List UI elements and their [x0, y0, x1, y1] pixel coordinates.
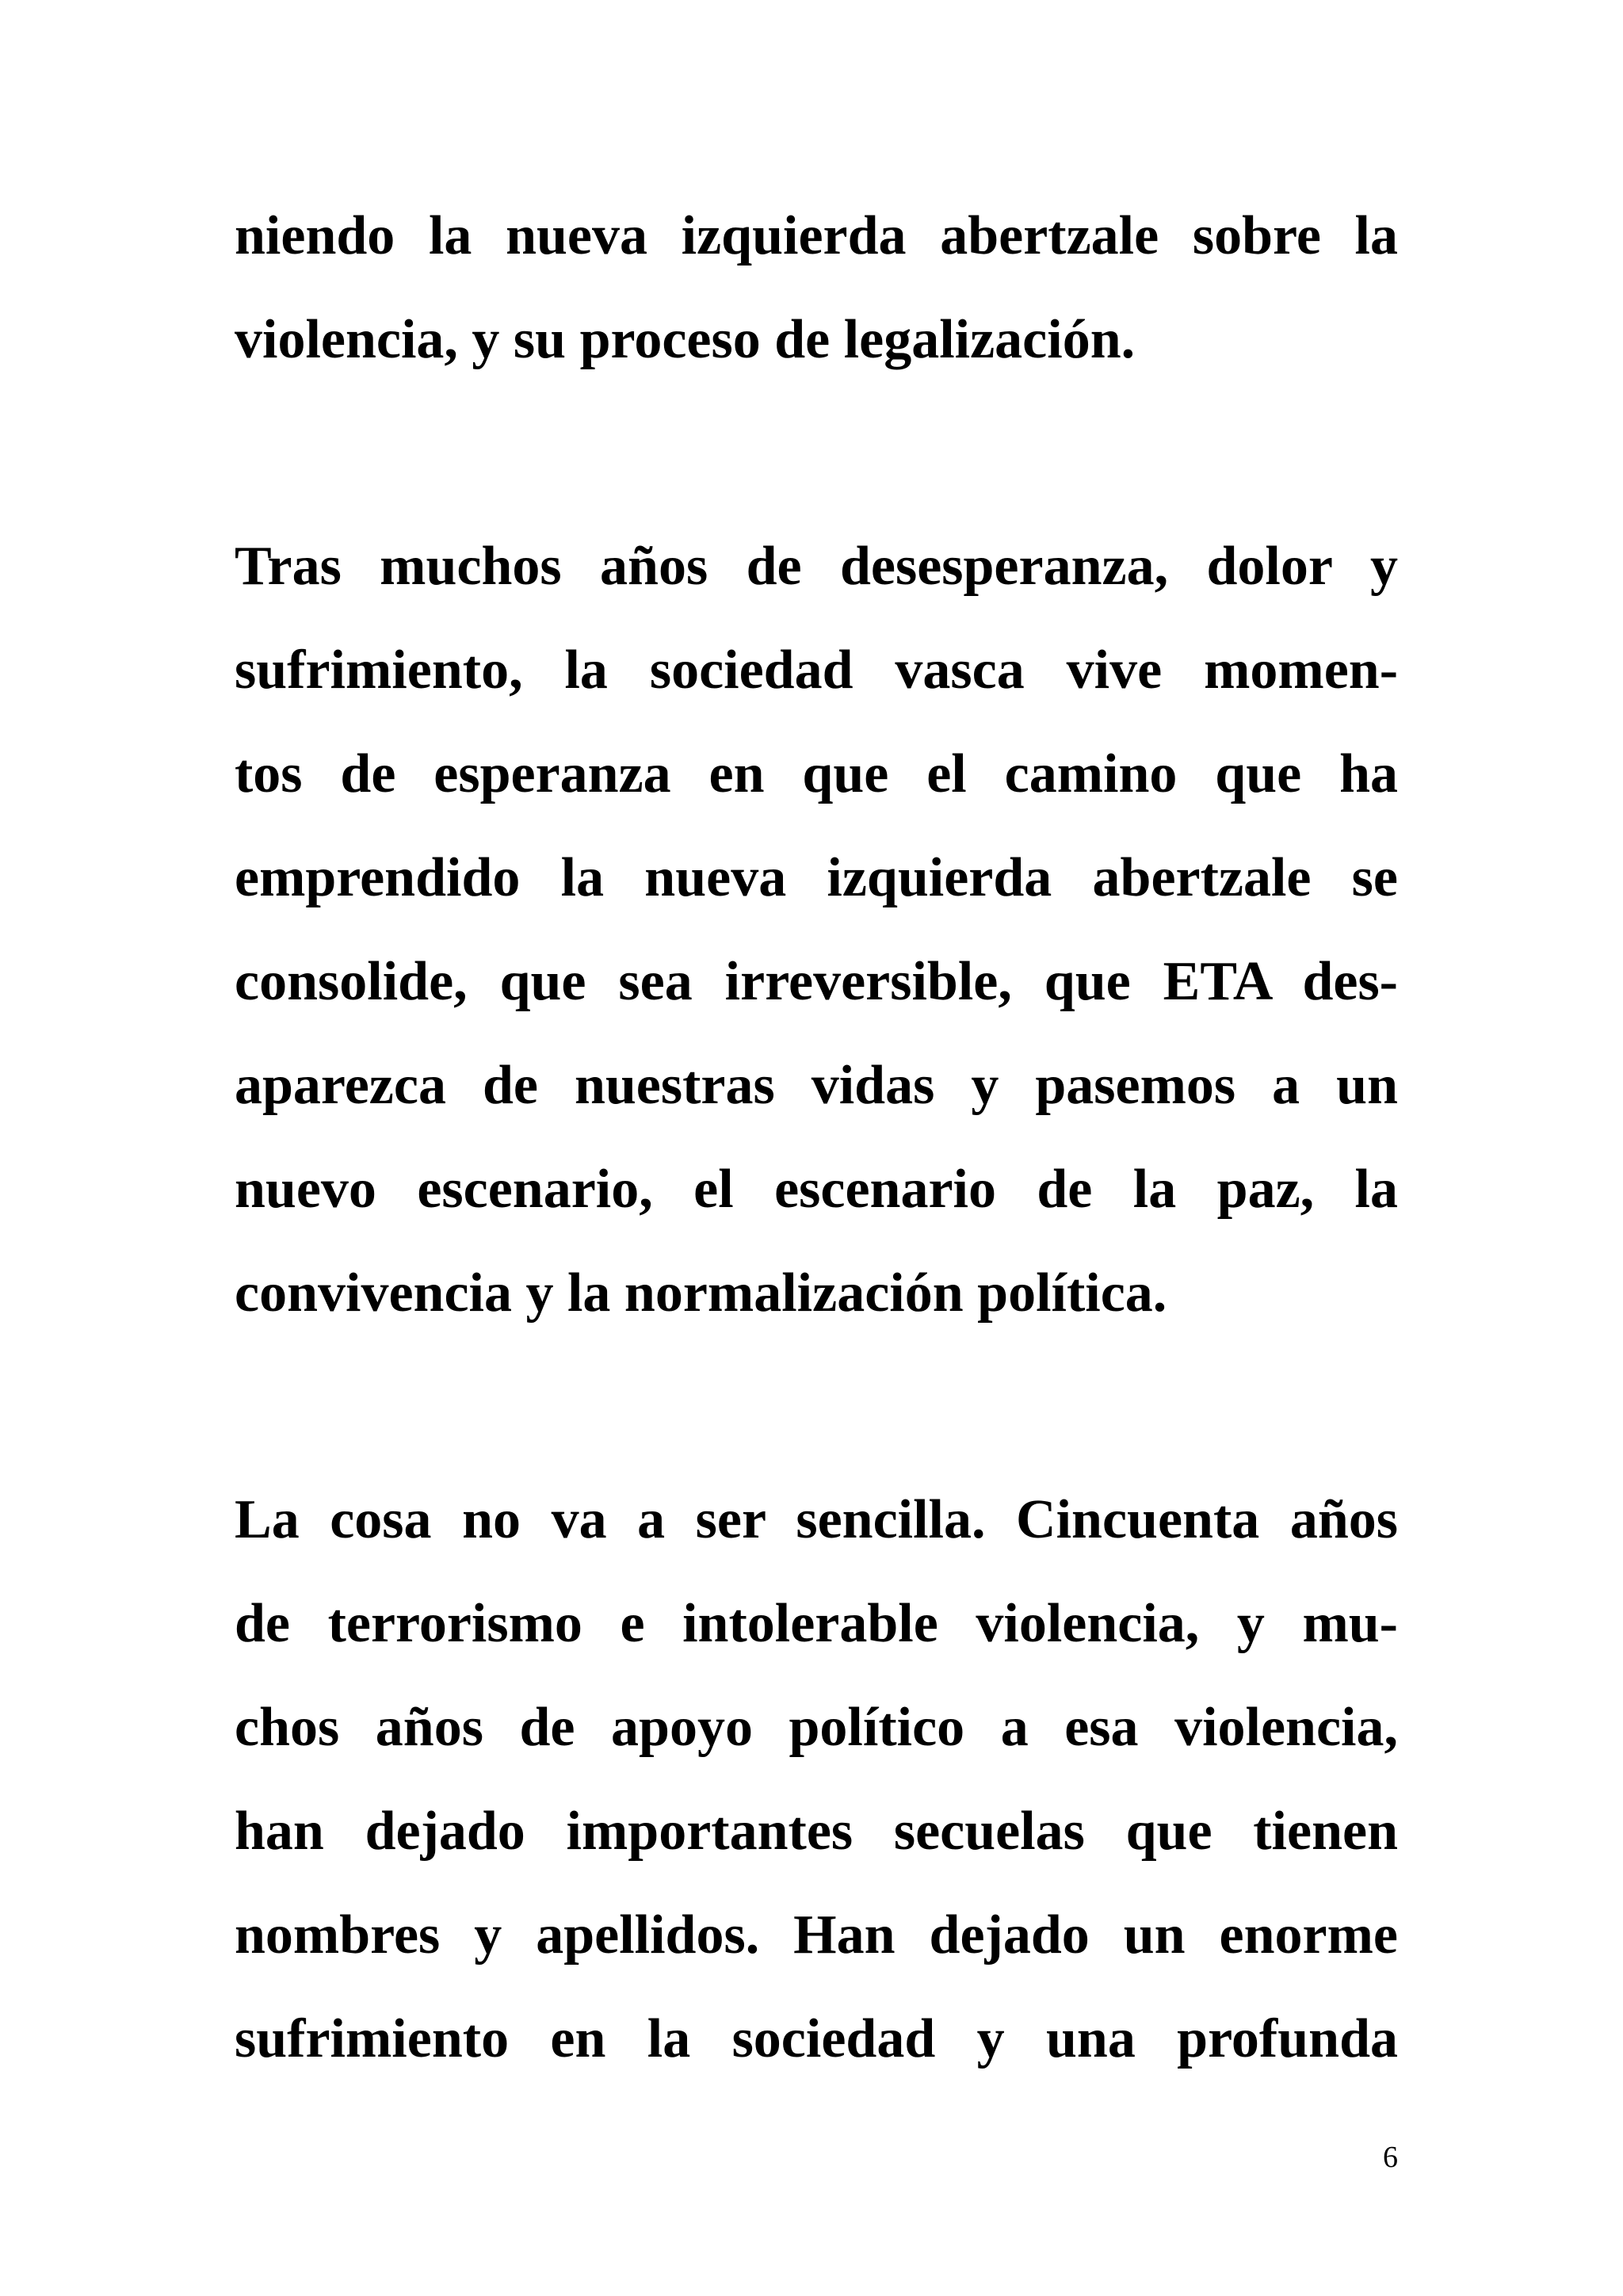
- paragraph-3: [235, 1480, 1398, 2103]
- text-line: de terrorismo e intolerable violencia, y mu-: [235, 1593, 1398, 1654]
- text-line: niendo la nueva izquierda abertzale sobre la: [235, 205, 1398, 266]
- text-line: La cosa no va a ser sencilla. Cincuenta años: [235, 1489, 1398, 1550]
- text-line: chos años de apoyo político a esa violencia,: [235, 1697, 1398, 1758]
- body-text: [235, 197, 1398, 2103]
- text-line: sufrimiento en la sociedad y una profunda: [235, 2008, 1398, 2069]
- text-line: consolide, que sea irreversible, que ETA des-: [235, 951, 1398, 1012]
- text-line: nombres y apellidos. Han dejado un enorme: [235, 1904, 1398, 1966]
- text-line: tos de esperanza en que el camino que ha: [235, 743, 1398, 804]
- text-line: convivencia y la normalización política.: [235, 1263, 1167, 1324]
- text-line: violencia, y su proceso de legalización.: [235, 309, 1136, 370]
- text-line: sufrimiento, la sociedad vasca vive momen-: [235, 640, 1398, 701]
- paragraph-1: [235, 197, 1398, 404]
- text-line: han dejado importantes secuelas que tienen: [235, 1801, 1398, 1862]
- page-number: 6: [1383, 2141, 1398, 2174]
- paragraph-2: [235, 527, 1398, 1358]
- text-line: nuevo escenario, el escenario de la paz, la: [235, 1159, 1398, 1220]
- text-line: emprendido la nueva izquierda abertzale se: [235, 847, 1398, 908]
- text-line: aparezca de nuestras vidas y pasemos a un: [235, 1055, 1398, 1116]
- text-line: Tras muchos años de desesperanza, dolor y: [235, 536, 1398, 597]
- paragraph-spacer: [235, 404, 1398, 527]
- paragraph-spacer: [235, 1358, 1398, 1480]
